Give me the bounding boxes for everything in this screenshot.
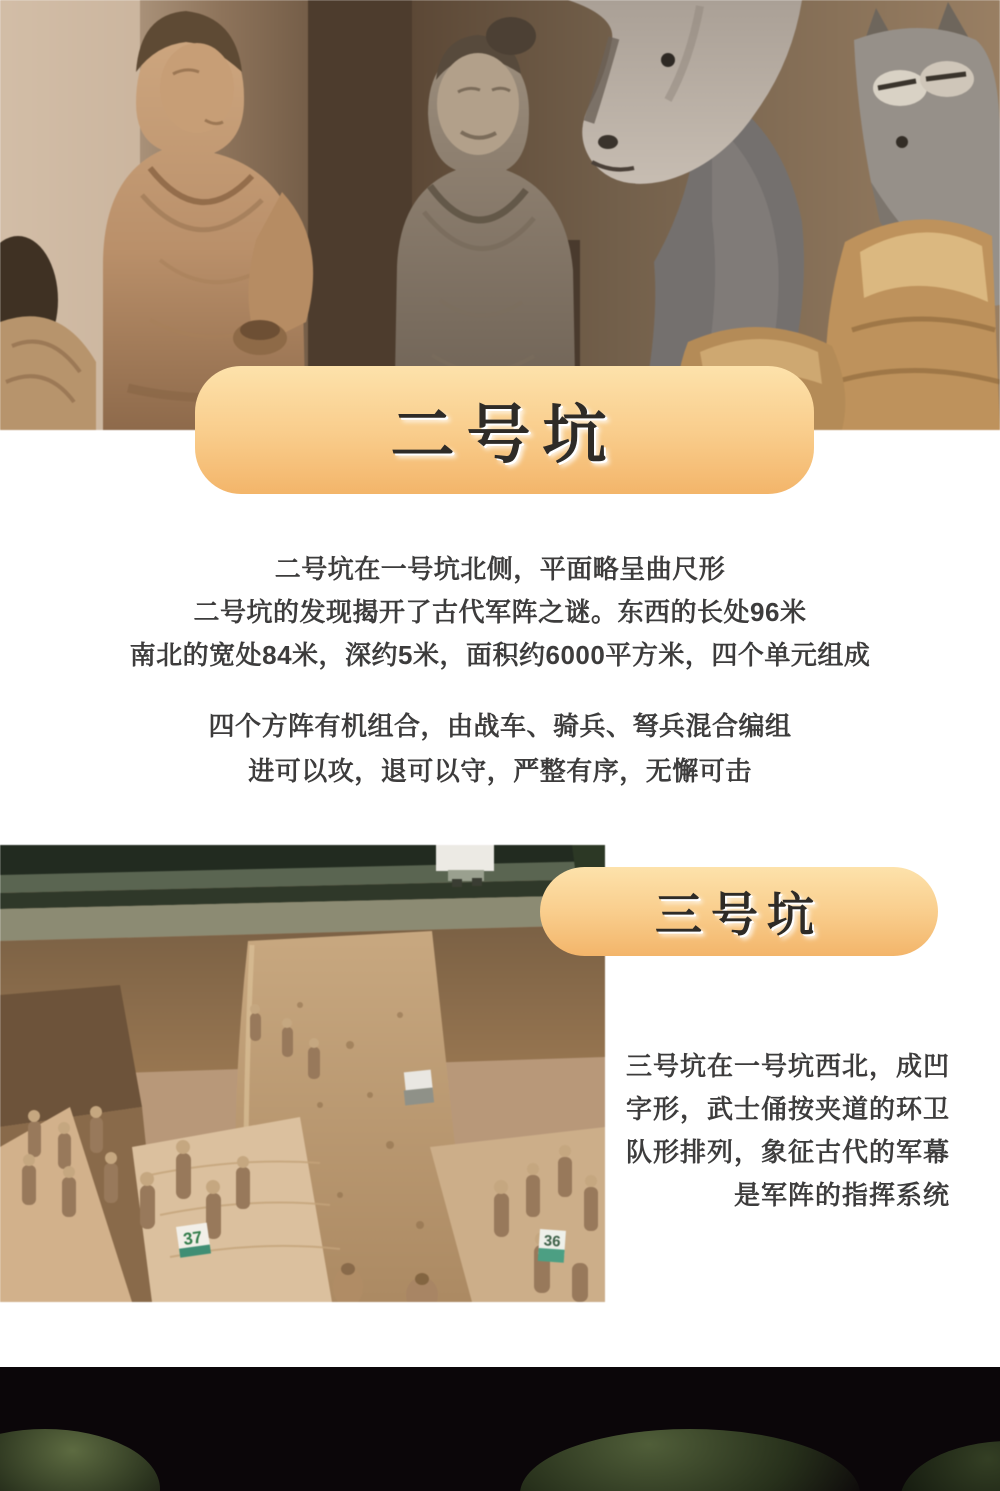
pit2-title-badge: [195, 366, 814, 494]
dark-footer-photo-strip: [0, 1367, 1000, 1491]
pit3-title-badge: [540, 867, 938, 956]
pit-marker-36-label: 36: [543, 1232, 562, 1251]
pit3-title-label: 三号坑: [655, 888, 823, 941]
pit2-title-label: 二号坑: [390, 399, 619, 471]
pit2-detail-line-2: 进可以攻，退可以守，严整有序，无懈可击: [248, 756, 752, 786]
pit2-intro-line-1: 二号坑在一号坑北侧，平面略呈曲尺形: [274, 554, 726, 584]
pit2-detail-line-1: 四个方阵有机组合，由战车、骑兵、弩兵混合编组: [208, 711, 792, 741]
footer-shadow-figure-right: [900, 1441, 1000, 1491]
pit3-intro-paragraph: [520, 1045, 950, 1217]
pit-marker-37-label: 37: [182, 1227, 204, 1250]
pit-marker-37: [176, 1223, 211, 1258]
pit2-detail-paragraph: [0, 704, 1000, 794]
pit2-intro-line-2: 二号坑的发现揭开了古代军阵之谜。东西的长处96米: [193, 597, 807, 627]
footer-shadow-figure-left: [0, 1429, 160, 1491]
pit3-intro-line-4: 是军阵的指挥系统: [733, 1180, 950, 1210]
pit3-intro-line-1: 三号坑在一号坑西北，成凹: [625, 1051, 950, 1081]
pit2-intro-paragraph: [0, 548, 1000, 677]
footer-shadow-figure-center: [520, 1429, 860, 1491]
pit-marker-36: [538, 1229, 566, 1263]
pit2-intro-line-3: 南北的宽处84米，深约5米，面积约6000平方米，四个单元组成: [129, 640, 871, 670]
pit-wall-sign: [402, 1070, 434, 1106]
pit3-excavation-photo: [0, 845, 605, 1302]
pit3-intro-line-2: 字形，武士俑按夹道的环卫: [625, 1094, 950, 1124]
pit3-intro-line-3: 队形排列，象征古代的军幕: [625, 1137, 950, 1167]
